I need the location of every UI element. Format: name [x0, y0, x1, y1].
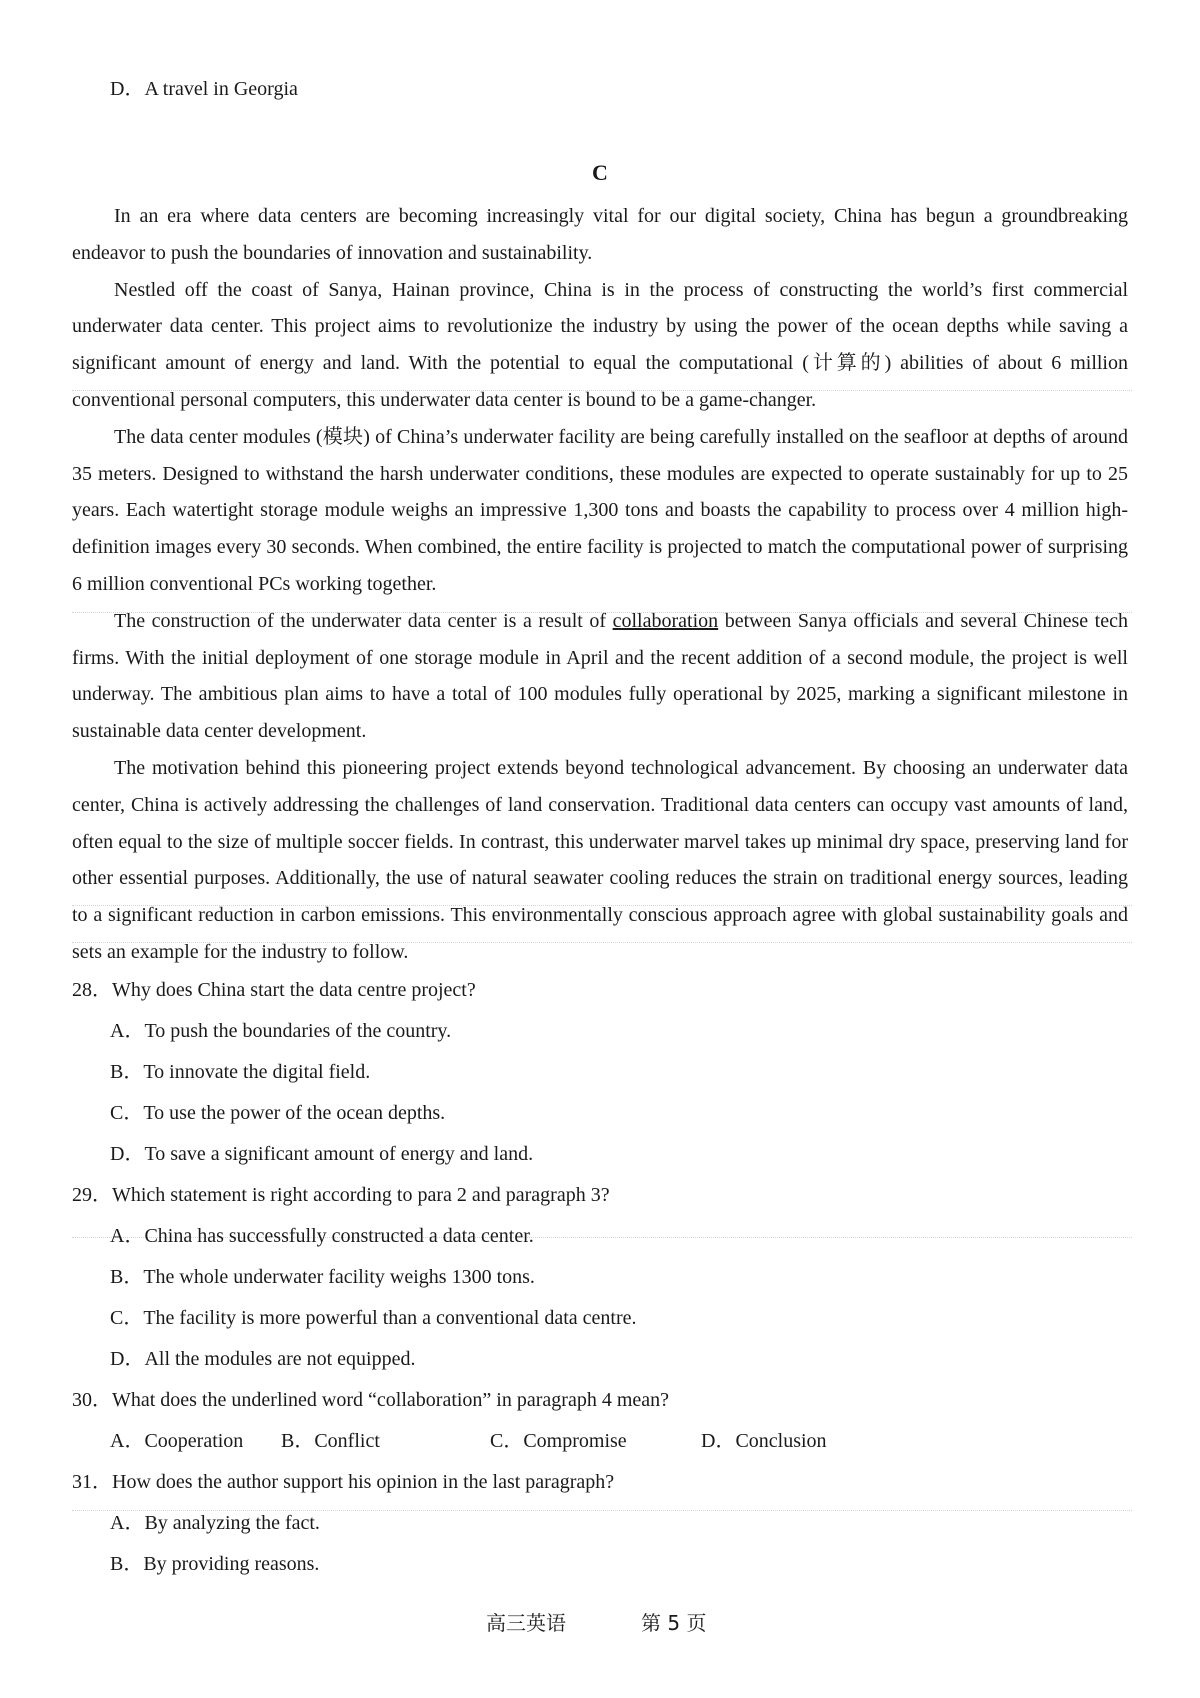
question-29-stem: 29．Which statement is right according to para 2 and paragraph 3? — [72, 1184, 610, 1206]
passage-paragraph-3: The data center modules (模块) of China’s underwater facility are being carefully installed on the seafloor at depths of around 35 meters. Designed to withstand the harsh underwater conditions, these modules are expected to operate sustainably for up to 25 years. Each watertight storage module weighs an impressive 1,300 tons and boasts the capability to process over 4 million high-definition images every 30 seconds. When combined, the entire facility is projected to match the computational power of surprising 6 million conventional PCs working together. — [72, 425, 1128, 595]
question-31-option-b: B．By providing reasons. — [110, 1553, 320, 1575]
section-heading: C — [592, 160, 608, 185]
dotted-rule — [72, 612, 1132, 613]
question-29-option-b: B．The whole underwater facility weighs 1300 tons. — [110, 1266, 535, 1288]
q27-option-d: D．A travel in Georgia — [110, 78, 298, 100]
paragraph-4-text-end: between Sanya officials and several Chinese tech firms. With the initial deployment of one storage module in April and the recent addition of a second module, the project is well underway. The ambitious plan aims to have a total of 100 modules fully operational by 2025, marking a significant milestone in sustainable data center development. — [72, 609, 1128, 743]
question-28-option-c: C．To use the power of the ocean depths. — [110, 1102, 446, 1124]
question-29-option-c: C．The facility is more powerful than a conventional data centre. — [110, 1307, 637, 1329]
question-31-stem: 31．How does the author support his opinion in the last paragraph? — [72, 1471, 615, 1493]
question-28-option-a: A．To push the boundaries of the country. — [110, 1020, 452, 1042]
question-28-stem: 28．Why does China start the data centre project? — [72, 979, 476, 1001]
passage-paragraph-5: The motivation behind this pioneering project extends beyond technological advancement. By choosing an underwater data center, China is actively addressing the challenges of land conservation. Traditional data centers can occupy vast amounts of land, often equal to the size of multiple soccer fields. In contrast, this underwater marvel takes up minimal dry space, preserving land for other essential purposes. Additionally, the use of natural seawater cooling reduces the strain on traditional energy sources, leading to a significant reduction in carbon emissions. This environmentally conscious approach agree with global sustainability goals and sets an example for the industry to follow. — [72, 756, 1128, 963]
question-28-option-b: B．To innovate the digital field. — [110, 1061, 371, 1083]
question-29-option-a: A．China has successfully constructed a data center. — [110, 1225, 534, 1247]
reading-passage — [72, 198, 1128, 971]
dotted-rule — [72, 942, 1132, 943]
question-31-option-a: A．By analyzing the fact. — [110, 1512, 320, 1534]
question-30-option-b: B．Conflict — [281, 1430, 380, 1452]
question-30-option-a: A．Cooperation — [110, 1430, 244, 1452]
passage-paragraph-1: In an era where data centers are becoming increasingly vital for our digital society, China has begun a groundbreaking endeavor to push the boundaries of innovation and sustainability. — [72, 205, 1128, 264]
question-30-stem: 30．What does the underlined word “collaboration” in paragraph 4 mean? — [72, 1389, 670, 1411]
paragraph-4-text-start: The construction of the underwater data center is a result of — [114, 609, 613, 632]
passage-paragraph-4 — [72, 603, 1128, 750]
dotted-rule — [72, 905, 1132, 906]
dotted-rule — [72, 390, 1132, 391]
passage-paragraph-2: Nestled off the coast of Sanya, Hainan province, China is in the process of constructing the world’s first commercial underwater data center. This project aims to revolutionize the industry by using the power of the ocean depths while saving a significant amount of energy and land. With the potential to equal the computational (计算的) abilities of about 6 million conventional personal computers, this underwater data center is bound to be a game-changer. — [72, 278, 1128, 411]
question-30-option-d: D．Conclusion — [701, 1430, 827, 1452]
footer-page-number: 第 5 页 — [641, 1611, 707, 1635]
question-30-option-c: C．Compromise — [490, 1430, 627, 1452]
underlined-word: collaboration — [612, 609, 719, 632]
question-29-option-d: D．All the modules are not equipped. — [110, 1348, 416, 1370]
question-28-option-d: D．To save a significant amount of energy and land. — [110, 1143, 534, 1165]
footer-subject: 高三英语 — [486, 1611, 566, 1635]
